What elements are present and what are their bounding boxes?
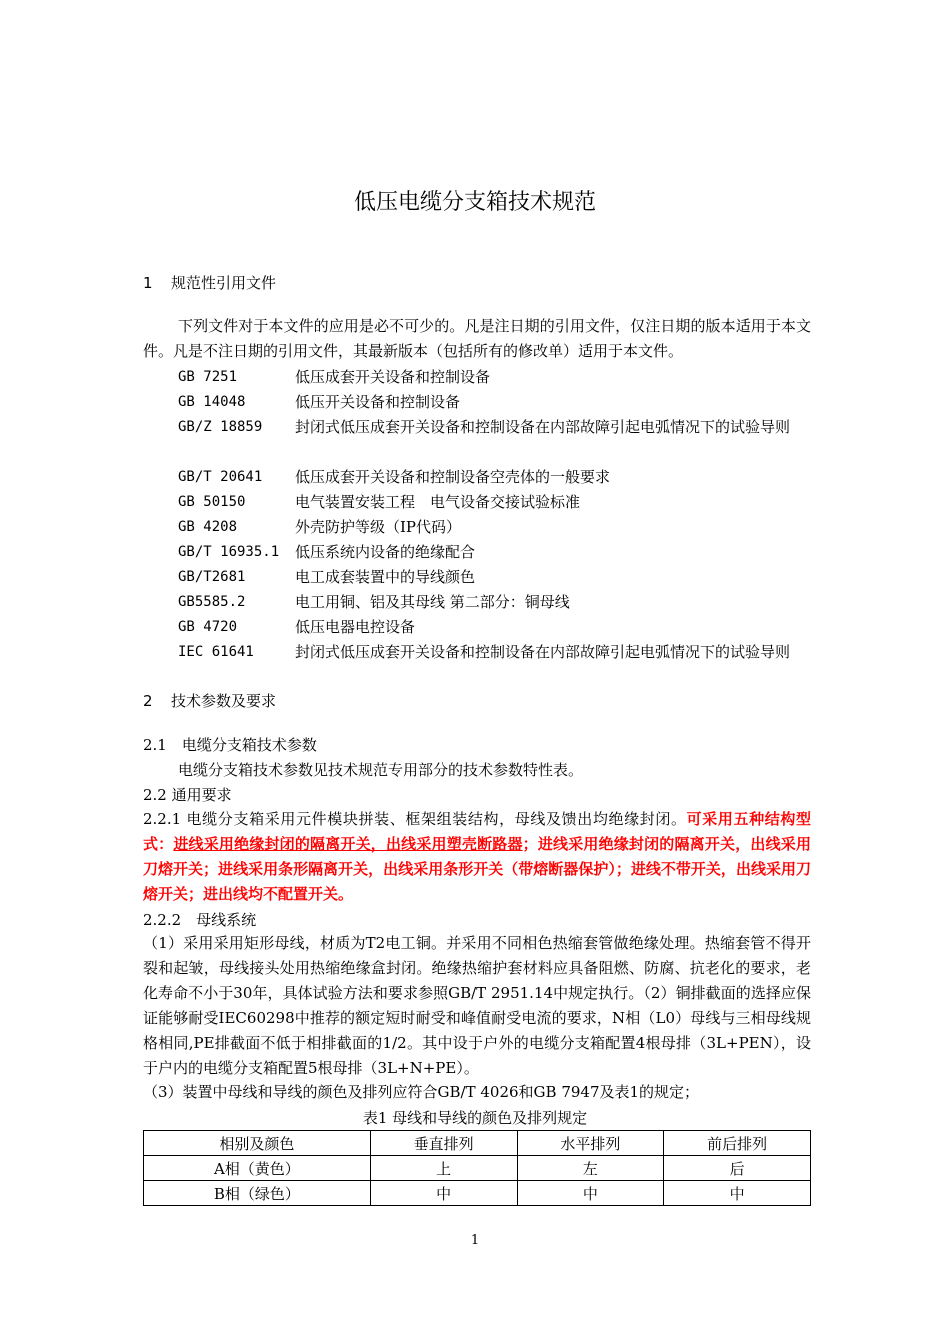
reference-item	[178, 390, 818, 415]
reference-code: GB5585.2	[178, 594, 246, 610]
reference-code: GB/T2681	[178, 569, 246, 585]
reference-item	[178, 515, 818, 540]
reference-code: IEC 61641	[178, 644, 254, 660]
reference-name: 电气装置安装工程 电气设备交接试验标准	[295, 493, 581, 511]
document-title: 低压电缆分支箱技术规范	[353, 190, 596, 215]
table-cell: B相（绿色）	[144, 1181, 371, 1206]
subsection-2-2-2-heading: 2.2.2 母线系统	[143, 911, 257, 929]
table-cell: 中	[664, 1181, 811, 1206]
subsection-2-1-text: 电缆分支箱技术参数见技术规范专用部分的技术参数特性表。	[178, 761, 584, 779]
subsection-2-2-2-item-3: （3）装置中母线和导线的颜色及排列应符合GB/T 4026和GB 7947及表1的规定；	[143, 1083, 700, 1101]
reference-item	[178, 565, 818, 590]
table-cell: 后	[664, 1156, 811, 1181]
reference-item	[178, 615, 818, 640]
reference-code: GB 7251	[178, 369, 238, 385]
highlight-underlined-text: 进线采用绝缘封闭的隔离开关，出线采用塑壳断路器	[173, 835, 523, 853]
table-cell: 左	[517, 1156, 664, 1181]
subsection-2-2-1-paragraph	[143, 807, 811, 907]
section-1-intro: 下列文件对于本文件的应用是必不可少的。凡是注日期的引用文件，仅注日期的版本适用于本文件。凡是不注日期的引用文件，其最新版本（包括所有的修改单）适用于本文件。	[143, 317, 811, 360]
table-row	[144, 1156, 811, 1181]
table-cell: 上	[370, 1156, 517, 1181]
table-cell: 中	[517, 1181, 664, 1206]
section-2-heading	[143, 690, 276, 711]
table-cell: 中	[370, 1181, 517, 1206]
reference-item	[178, 415, 818, 440]
reference-name: 封闭式低压成套开关设备和控制设备在内部故障引起电弧情况下的试验导则	[295, 418, 791, 436]
reference-code: GB/T 16935.1	[178, 544, 280, 560]
section-number: 1	[143, 274, 153, 292]
section-number: 2	[143, 692, 153, 710]
reference-item	[178, 490, 818, 515]
highlight-text: 可采用五种结构型式：	[143, 810, 811, 853]
reference-name: 电工成套装置中的导线颜色	[295, 568, 476, 586]
reference-item	[178, 540, 818, 565]
reference-name: 外壳防护等级（IP代码）	[295, 518, 462, 536]
table-header-cell: 前后排列	[664, 1131, 811, 1156]
table-cell: A相（黄色）	[144, 1156, 371, 1181]
reference-name: 低压电器电控设备	[295, 618, 416, 636]
table-header-cell: 相别及颜色	[144, 1131, 371, 1156]
reference-code: GB 4720	[178, 619, 238, 635]
reference-item	[178, 465, 818, 490]
color-arrangement-table	[143, 1130, 811, 1206]
reference-item	[178, 640, 818, 665]
table-caption: 表1 母线和导线的颜色及排列规定	[362, 1109, 588, 1127]
reference-name: 电工用铜、铝及其母线 第二部分：铜母线	[295, 593, 570, 611]
reference-item	[178, 590, 818, 615]
table-row	[144, 1181, 811, 1206]
reference-name: 封闭式低压成套开关设备和控制设备在内部故障引起电弧情况下的试验导则	[295, 643, 791, 661]
reference-name: 低压系统内设备的绝缘配合	[295, 543, 476, 561]
reference-code: GB/Z 18859	[178, 419, 263, 435]
reference-name: 低压成套开关设备和控制设备	[295, 368, 491, 386]
section-title: 规范性引用文件	[171, 274, 277, 292]
page-number: 1	[470, 1233, 480, 1248]
reference-item	[178, 365, 818, 390]
paragraph-text: 2.2.1 电缆分支箱采用元件模块拼装、框架组装结构，母线及馈出均绝缘封闭。	[143, 810, 687, 828]
subsection-2-2-2-text: （1）采用采用矩形母线，材质为T2电工铜。并采用不同相色热缩套管做绝缘处理。热缩套管不得开裂和起皱，母线接头处用热缩绝缘盒封闭。绝缘热缩护套材料应具备阻燃、防腐、抗老化的要求，老化寿命不小于30年，具体试验方法和要求参照GB/T 2951.14中规定执行。（2）铜排截面的选择应保证能够耐受IEC60298中推荐的额定短时耐受和峰值耐受电流的要求，N相（L0）母线与三相母线规格相同,PE排截面不低于相排截面的1/2。其中设于户外的电缆分支箱配置4根母排（3L+PEN），设于户内的电缆分支箱配置5根母排（3L+N+PE）。	[143, 934, 811, 1077]
highlight-text: ；进线采用绝缘封闭的隔离开关，出线采用刀熔开关；进线采用条形隔离开关，出线采用条形开关（带熔断器保护）；进线不带开关，出线采用刀熔开关；进出线均不配置开关。	[143, 835, 811, 903]
reference-code: GB/T 20641	[178, 469, 263, 485]
subsection-2-2-heading: 2.2 通用要求	[143, 786, 232, 804]
subsection-2-1-heading: 2.1 电缆分支箱技术参数	[143, 736, 317, 754]
table-header-row	[144, 1131, 811, 1156]
reference-code: GB 50150	[178, 494, 246, 510]
table-header-cell: 垂直排列	[370, 1131, 517, 1156]
section-title: 技术参数及要求	[171, 692, 277, 710]
reference-name: 低压成套开关设备和控制设备空壳体的一般要求	[295, 468, 611, 486]
reference-code: GB 4208	[178, 519, 238, 535]
reference-name: 低压开关设备和控制设备	[295, 393, 461, 411]
section-1-heading	[143, 272, 276, 293]
reference-code: GB 14048	[178, 394, 246, 410]
table-header-cell: 水平排列	[517, 1131, 664, 1156]
